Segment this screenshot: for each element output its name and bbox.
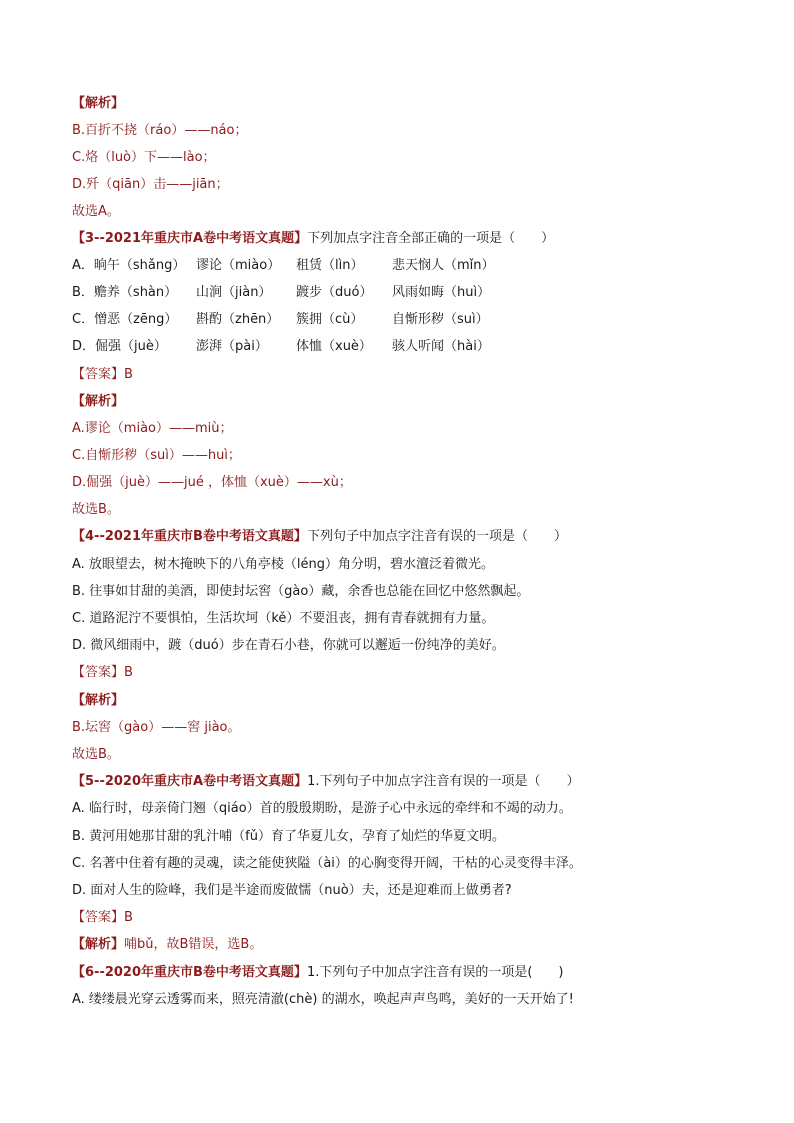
option-line: D. 微风细雨中，踱（duó）步在青石小巷，你就可以邂逅一份纯净的美好。: [72, 638, 505, 653]
option-item: 山涧（jiàn）: [196, 285, 272, 300]
analysis-label: 【解析】: [72, 96, 125, 111]
question-6: [72, 964, 722, 982]
question-tag: 【4--2021年重庆市B卷中考语文真题】: [72, 529, 307, 544]
question-stem: 下列加点字注音全部正确的一项是（ ）: [307, 231, 555, 246]
question-stem: 下列句子中加点字注音有误的一项是（ ）: [306, 529, 567, 544]
option-item: D．倔强（juè）: [72, 339, 167, 354]
question-3: [72, 230, 722, 248]
option-item: 踱步（duó）: [296, 285, 373, 300]
analysis-line: B.坛窖（gào）——窖 jiào。: [72, 720, 241, 735]
question-stem: 1.下列句子中加点字注音有误的一项是( ): [306, 965, 564, 980]
analysis-line: D.倔强（juè）——jué ，体恤（xuè）——xù；: [72, 475, 352, 490]
analysis: [72, 936, 722, 954]
answer: 【答案】B: [72, 910, 133, 925]
option-item: 簇拥（cù）: [296, 312, 364, 327]
option-item: 风雨如晦（huì）: [392, 285, 491, 300]
option-line: B. 黄河用她那甘甜的乳汁哺（fǔ）育了华夏儿女，孕育了灿烂的华夏文明。: [72, 829, 505, 844]
answer: 【答案】B: [72, 665, 133, 680]
analysis-label: 【解析】: [72, 394, 125, 409]
conclusion: 故选B。: [72, 502, 120, 517]
option-item: A．晌午（shǎng）: [72, 258, 186, 273]
option-line: B. 往事如甘甜的美酒，即使封坛窖（gào）藏，余香也总能在回忆中悠然飘起。: [72, 584, 530, 599]
option-item: 悲天悯人（mǐn）: [392, 258, 495, 273]
option-line: A. 放眼望去，树木掩映下的八角亭棱（léng）角分明，碧水澶泛着微光。: [72, 557, 495, 572]
option-row: [72, 338, 722, 356]
option-line: A. 缕缕晨光穿云透雾而来，照亮清澈(chè) 的湖水，唤起声声鸟鸣，美好的一天开始了!: [72, 992, 574, 1007]
analysis-line: C.烙（luò）下——lào；: [72, 150, 216, 165]
analysis-line: D.歼（qiān）击——jiān；: [72, 177, 229, 192]
option-line: A. 临行时，母亲倚门翘（qiáo）首的殷殷期盼，是游子心中永远的牵绊和不竭的动力。: [72, 801, 572, 816]
question-stem: 1.下列句子中加点字注音有误的一项是（ ）: [307, 774, 580, 789]
analysis-label: 【解析】: [72, 937, 125, 952]
option-item: 体恤（xuè）: [296, 339, 372, 354]
option-item: 自惭形秽（suì）: [392, 312, 489, 327]
analysis-line: A.谬论（miào）——miù；: [72, 421, 233, 436]
option-item: 澎湃（pài）: [196, 339, 268, 354]
option-item: 骇人听闻（hài）: [392, 339, 490, 354]
option-line: D. 面对人生的险峰，我们是半途而废做懦（nuò）夫，还是迎难而上做勇者?: [72, 883, 512, 898]
analysis-label: 【解析】: [72, 693, 125, 708]
option-row: [72, 311, 722, 329]
question-5: [72, 773, 722, 791]
option-item: C．憎恶（zēng）: [72, 312, 178, 327]
question-tag: 【5--2020年重庆市A卷中考语文真题】: [72, 774, 308, 789]
question-tag: 【6--2020年重庆市B卷中考语文真题】: [72, 965, 307, 980]
option-item: 谬论（miào）: [196, 258, 281, 273]
option-row: [72, 257, 722, 275]
conclusion: 故选B。: [72, 747, 120, 762]
analysis-text: 哺bǔ，故B错误，选B。: [124, 937, 263, 952]
option-line: C. 名著中住着有趣的灵魂，读之能使狭隘（ài）的心胸变得开阔，干枯的心灵变得丰泽。: [72, 856, 582, 871]
option-item: B．赡养（shàn）: [72, 285, 178, 300]
analysis-line: C.自惭形秽（suì）——huì；: [72, 448, 241, 463]
question-tag: 【3--2021年重庆市A卷中考语文真题】: [72, 231, 308, 246]
option-item: 租赁（lìn）: [296, 258, 364, 273]
option-line: C. 道路泥泞不要惧怕，生活坎坷（kě）不要沮丧，拥有青春就拥有力量。: [72, 611, 495, 626]
analysis-line: B.百折不挠（ráo）——náo；: [72, 123, 248, 138]
question-4: [72, 528, 722, 546]
option-row: [72, 284, 722, 302]
conclusion: 故选A。: [72, 204, 120, 219]
option-item: 斟酌（zhēn）: [196, 312, 280, 327]
answer: 【答案】B: [72, 367, 133, 382]
